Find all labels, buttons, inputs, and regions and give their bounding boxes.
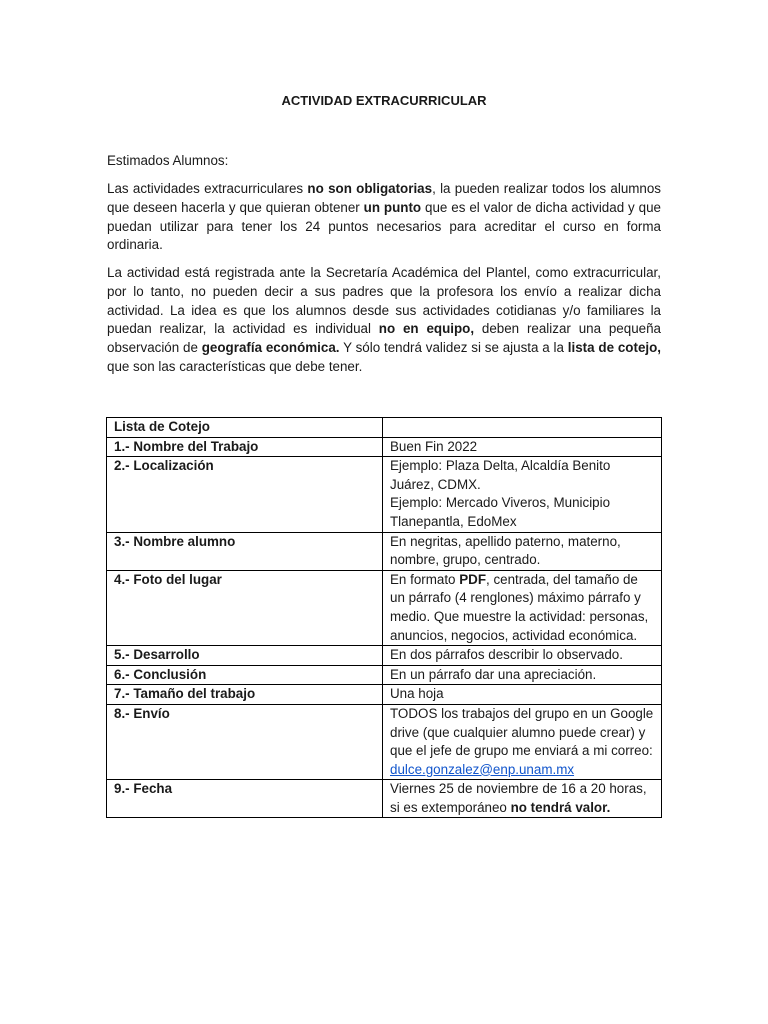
checklist-criterion: 6.- Conclusión [107,665,383,685]
text-run: En un párrafo dar una apreciación. [390,666,597,682]
document-title: ACTIVIDAD EXTRACURRICULAR [281,93,487,108]
bold-text: no tendrá valor. [510,799,611,815]
checklist-row [107,570,662,645]
checklist-description [383,532,662,570]
greeting: Estimados Alumnos: [107,153,229,168]
text-run: deben realizar una pequeña observación de [107,321,661,356]
text-run: , centrada, del tamaño de un párrafo (4 renglones) máximo párrafo y medio. Que muestre la actividad: personas, anuncios, negocios, actividad económica. [390,571,649,643]
checklist-description [383,437,662,457]
checklist-criterion: 7.- Tamaño del trabajo [107,685,383,705]
text-run: En formato [390,571,460,587]
checklist-row [107,685,662,705]
email-link[interactable]: dulce.gonzalez@enp.unam.mx [390,761,575,777]
checklist-header-row [107,418,662,438]
text-run: La actividad está registrada ante la Secretaría Académica del Plantel, como extracurricular, por lo tanto, no pueden decir a sus padres que la profesora los envío a realizar dicha actividad. La idea es que los alumnos desde sus actividades cotidianas y/o familiares la puedan realizar, la actividad es individual [107,265,661,337]
checklist-criterion: 3.- Nombre alumno [107,532,383,570]
checklist-row [107,437,662,457]
paragraph-intro [107,180,661,255]
text-run: Viernes 25 de noviembre de 16 a 20 horas, si es extemporáneo [390,781,647,815]
checklist-row [107,780,662,818]
text-run: Buen Fin 2022 [390,438,478,454]
checklist-criterion: 4.- Foto del lugar [107,570,383,645]
checklist-description [383,646,662,666]
paragraph-details [107,264,661,377]
checklist-criterion: 1.- Nombre del Trabajo [107,437,383,457]
bold-text: PDF [459,571,487,587]
checklist-description [383,665,662,685]
checklist-row [107,704,662,779]
checklist-row [107,646,662,666]
checklist-row [107,532,662,570]
checklist-description [383,685,662,705]
text-run: Y sólo tendrá validez si se ajusta a la [339,340,568,356]
checklist-header-empty [383,418,662,438]
bold-text: no en equipo, [378,321,475,337]
text-run: En dos párrafos describir lo observado. [390,647,623,663]
text-run: En negritas, apellido paterno, materno, nombre, grupo, centrado. [390,533,621,568]
checklist-criterion: 2.- Localización [107,457,383,532]
bold-text: geografía económica. [201,340,340,356]
checklist-row [107,665,662,685]
checklist-criterion: 5.- Desarrollo [107,646,383,666]
text-run: Una hoja [390,686,444,702]
checklist-header: Lista de Cotejo [107,418,383,438]
text-run: Ejemplo: Mercado Viveros, Municipio Tlanepantla, EdoMex [390,495,611,529]
checklist-description [383,780,662,818]
checklist-description [383,457,662,532]
text-run: , la pueden realizar todos los alumnos que deseen hacerla y que quieran obtener [107,181,662,215]
text-run: Ejemplo: Plaza Delta, Alcaldía Benito Juárez, CDMX. [390,458,611,492]
checklist-table [106,417,662,818]
bold-text: no son obligatorias [307,181,433,196]
text-run: TODOS los trabajos del grupo en un Google drive (que cualquier alumno puede crear) y que el jefe de grupo me enviará a mi correo: [390,705,654,759]
checklist-criterion: 9.- Fecha [107,780,383,818]
text-run: que son las características que debe tener. [107,358,363,374]
checklist-description [383,704,662,779]
checklist-row [107,457,662,532]
text-run: Las actividades extracurriculares [107,181,308,196]
text-run: que es el valor de dicha actividad y que puedan utilizar para tener los 24 puntos necesarios para acreditar el curso en forma ordinaria. [107,199,662,253]
bold-text: lista de cotejo, [567,340,662,356]
checklist-description [383,570,662,645]
bold-text: un punto [363,199,422,215]
checklist-criterion: 8.- Envío [107,704,383,779]
